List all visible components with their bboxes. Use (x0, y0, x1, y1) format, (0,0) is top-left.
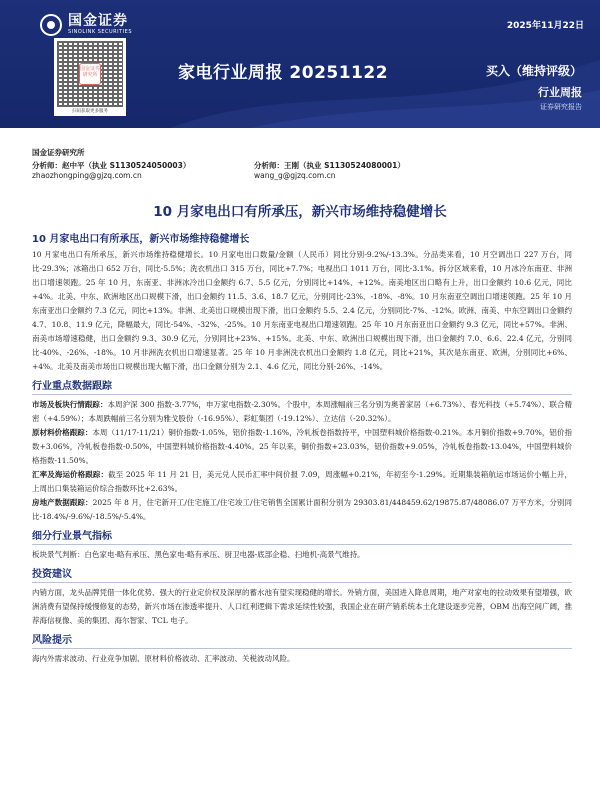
paragraph-materials (32, 426, 572, 468)
section-heading: 行业重点数据跟踪 (32, 377, 572, 395)
section-body: 10 月家电出口有所承压，新兴市场维持稳健增长。10 月家电出口数量/金额（人民币）同比分别-9.2%/-13.3%。分品类来看，10 月空调出口 227 万台，同比-29.3%；冰箱出口 652 万台，同比-5.5%；洗衣机出口 315 万台，同比+7.7%；电视出口 1011 万台，同比-3.1%。拆分区域来看，10 月冰冷东南亚、非洲出口增速领跑。25 年 10 月，东南亚、非洲冰冷出口金额约 6.7、5.5 亿元，分别同比+14%、+12%。南美地区出口略有上升，出口金额约 10.6 亿元，同比+4%。北美、中东、欧洲地区出口规模下滑，出口金额约 11.5、3.6、18.7 亿元，分别同比-23%、-18%、-8%。10 月东南亚空调出口增速领跑。25 年 10 月东南亚出口金额约 7.3 亿元，同比+13%。非洲、北美出口规模出现下滑，出口金额约 5.5、2.4 亿元，分别同比-7%、-12%。欧洲、南美、中东空调出口金额约 4.7、10.8、11.9 亿元，降幅最大，同比-54%、-32%、-25%。10 月东南亚电视出口增速领跑。25 年 10 月东南亚出口金额约 9.3 亿元，同比+57%。非洲、南美市场增速稳健，出口金额约 9.3、30.9 亿元，分别同比+23%、+15%。北美、中东、欧洲出口规模出现下滑，出口金额约 7.0、6.6、22.4 亿元，分别同比-40%、-26%、-18%。10 月非洲洗衣机出口增速显著。25 年 10 月非洲洗衣机出口金额约 1.8 亿元，同比+21%，其次是东南亚、欧洲，分别同比+6%、+4%。北美及南美市场出口规模出现大幅下滑，出口金额分别为 2.1、4.6 亿元，同比分别-26%、-14%。 (32, 250, 572, 371)
main-title: 10 月家电出口有所承压，新兴市场维持稳健增长 (153, 204, 447, 220)
section-heading: 投资建议 (32, 565, 572, 583)
paragraph-text: 本周（11/17-11/21）铜价指数-1.05%，铝价指数-1.16%，冷轧板卷指数持平，中国塑料城价格指数-0.21%。本月铜价指数+9.70%，铝价指数+3.06%，冷轧板卷指数-0.50%，中国塑料城价格指数-4.40%。25 年以来，铜价指数+23.03%，铝价指数+9.05%，冷轧板卷指数-13.04%，中国塑料城价格指数-11.50%。 (32, 428, 573, 465)
section-body: 海内外需求波动、行业竞争加剧、原材料价格波动、汇率波动、关税波动风险。 (32, 654, 295, 663)
logo-icon (40, 14, 62, 36)
paragraph-text: 截至 2025 年 11 月 21 日，美元兑人民币汇率中间价报 7.09，周涨幅+0.21%，年初至今-1.29%。近期集装箱航运市场运价小幅上升，上周出口集装箱运价综合指数环比+2.63%。 (32, 470, 573, 493)
logo-name-cn: 国金证券 (68, 13, 128, 29)
section-heading: 风险提示 (32, 631, 572, 649)
paragraph-label: 市场及板块行情跟踪： (32, 400, 108, 409)
paragraph-text: 本周沪深 300 指数-3.77%，申万家电指数-2.30%。个股中，本周涨幅前三名分别为奥普家居（+6.73%）、春光科技（+5.74%）、联合精密（+4.59%）；本周跌幅前三名分别为雅戈股份（-16.95%）、彩虹集团（-19.12%）、立达信（-20.32%）。 (32, 400, 572, 423)
logo-name-en: SINOLINK SECURITIES (68, 29, 132, 35)
section-body: 内销方面，龙头品牌凭借一体化优势、强大的行业定价权及深厚的蓄水池有望实现稳健的增长。外销方面，美国进入降息周期，地产对家电的拉动效果有望增强，欧洲消费有望保持缓慢修复的态势，新兴市场在渗透率提升、人口红利逻辑下需求延续性较强，我国企业在研产销系统本土化建设逐步完善，OBM 出海空间广阔，推荐海信视像、美的集团、海尔智家、TCL 电子。 (32, 588, 572, 625)
qr-badge: 国金证券研究所 (79, 63, 101, 85)
paragraph-market (32, 398, 572, 426)
paragraph-real-estate (32, 496, 572, 524)
rating-badge: 买入（维持评级） (485, 64, 582, 78)
analyst-2: 分析师：王刚（执业 S1130524080001） (254, 161, 405, 170)
report-date: 2025年11月22日 (506, 21, 584, 31)
section-data-tracking (32, 377, 572, 524)
paragraph-label: 汇率及海运价格跟踪： (32, 470, 109, 479)
analyst-info (32, 147, 405, 180)
paragraph-label: 房地产数据跟踪： (32, 498, 93, 507)
analyst-2-email[interactable]: wang_g@gjzq.com.cn (254, 171, 336, 180)
section-sub-industry (32, 527, 572, 562)
section-heading: 10 月家电出口有所承压，新兴市场维持稳健增长 (32, 234, 250, 245)
report-subcategory: 证券研究报告 (540, 103, 582, 111)
qr-caption: 扫码获取更多服务 (72, 109, 108, 114)
section-body: 板块景气判断：白色家电-略有承压、黑色家电-略有承压、厨卫电器-底部企稳、扫地机-高景气维持。 (32, 550, 365, 559)
report-content (32, 230, 572, 669)
section-export (32, 230, 572, 374)
section-risk (32, 631, 572, 666)
paragraph-text: 2025 年 8 月，住宅新开工/住宅施工/住宅竣工/住宅销售全国累计面积分别为 29303.81/448459.62/19875.87/48086.07 万平方米，分别同比-18.4%/-9.6%/-18.5%/-5.4%。 (32, 498, 572, 521)
report-header (0, 0, 600, 128)
section-investment-advice (32, 565, 572, 628)
qr-code[interactable] (54, 38, 126, 116)
analyst-1: 分析师：赵中平（执业 S1130524050003） (32, 161, 191, 170)
paragraph-fx-shipping (32, 468, 572, 496)
paragraph-label: 原材料价格跟踪： (32, 428, 93, 437)
report-title: 家电行业周报 20251122 (178, 63, 389, 83)
research-org: 国金证券研究所 (32, 148, 85, 157)
report-category: 行业周报 (538, 86, 582, 99)
section-heading: 细分行业景气指标 (32, 527, 572, 545)
analyst-1-email[interactable]: zhaozhongping@gjzq.com.cn (32, 171, 142, 180)
qr-code-icon (57, 41, 123, 107)
logo (40, 14, 132, 36)
